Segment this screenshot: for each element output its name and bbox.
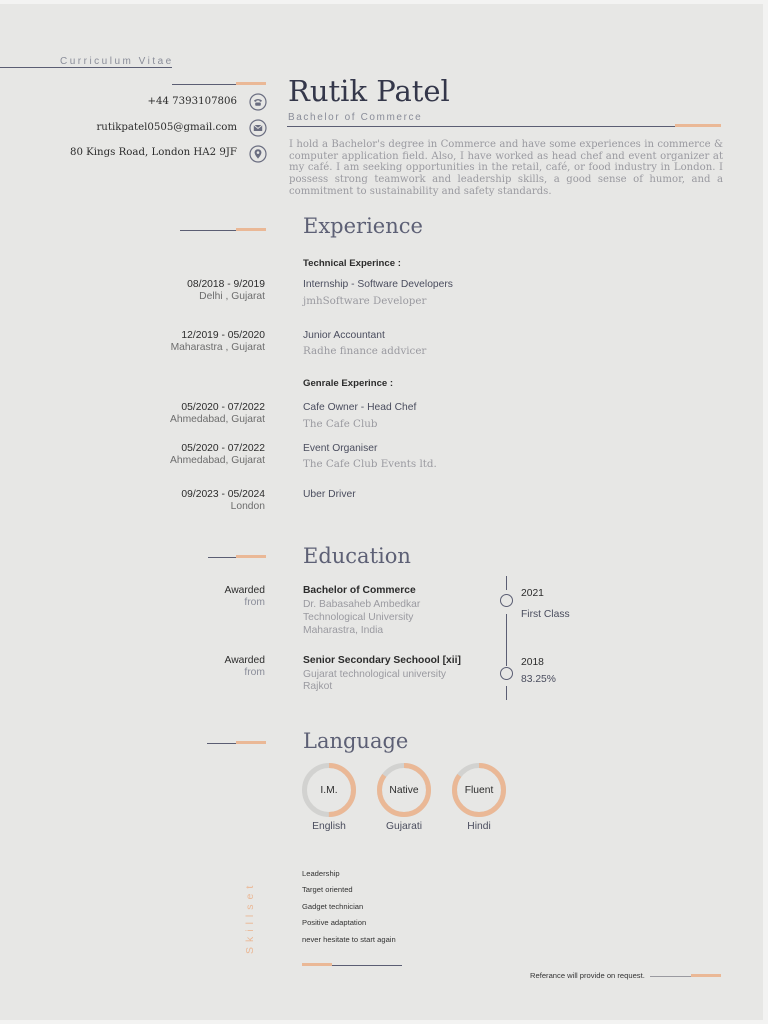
experience-org: The Cafe Club Events ltd. [303, 458, 437, 470]
experience-place: London [230, 501, 265, 512]
experience-role: Cafe Owner - Head Chef [303, 402, 417, 413]
skills-divider-line [332, 965, 402, 966]
education-institution: Gujarat technological university [303, 669, 447, 680]
language-ring [377, 763, 431, 817]
candidate-degree: Bachelor of Commerce [288, 112, 423, 123]
language-name: English [312, 821, 346, 832]
education-title: Education [303, 544, 411, 568]
education-result: First Class [521, 609, 570, 620]
contact-email[interactable]: rutikpatel0505@gmail.com [96, 122, 237, 133]
footer-divider-line [650, 976, 691, 977]
skill-item: never hesitate to start again [302, 935, 396, 944]
experience-role: Event Organiser [303, 443, 378, 454]
experience-org: The Cafe Club [303, 418, 378, 430]
location-pin-icon [249, 145, 267, 163]
language-ring [452, 763, 506, 817]
experience-role: Junior Accountant [303, 330, 385, 341]
education-awarded-label: Awarded [224, 585, 265, 596]
contact-divider-accent [236, 82, 266, 85]
skill-item: Gadget technician [302, 902, 364, 911]
footer-divider-accent [691, 974, 721, 977]
experience-title: Experience [303, 214, 423, 238]
experience-dates: 09/2023 - 05/2024 [181, 489, 265, 500]
experience-place: Delhi , Gujarat [199, 291, 265, 302]
experience-divider-accent [236, 228, 266, 231]
education-institution: Dr. Babasaheb Ambedkar Technological University [303, 599, 421, 623]
envelope-icon [249, 119, 267, 137]
skill-item: Target oriented [302, 885, 353, 894]
education-year: 2018 [521, 657, 544, 668]
skill-item: Leadership [302, 869, 340, 878]
contact-phone[interactable]: +44 7393107806 [147, 96, 237, 107]
language-level: Fluent [464, 784, 494, 796]
education-degree: Bachelor of Commerce [303, 585, 416, 596]
header-divider-accent [675, 124, 721, 127]
technical-experience-heading: Technical Experince : [303, 258, 401, 269]
phone-icon [249, 93, 267, 111]
experience-place: Ahmedabad, Gujarat [169, 414, 265, 425]
experience-org: Radhe finance addvicer [303, 345, 427, 357]
experience-place: Ahmedabad, Gujarat [169, 455, 265, 466]
language-level: I.M. [320, 784, 338, 796]
skill-item: Positive adaptation [302, 918, 367, 927]
education-result: 83.25% [521, 674, 556, 685]
education-location: Rajkot [303, 681, 333, 692]
language-level: Native [389, 784, 419, 796]
education-from-label: from [244, 597, 265, 608]
experience-role: Uber Driver [303, 489, 356, 500]
language-title: Language [303, 729, 409, 753]
education-divider-line [208, 557, 236, 558]
education-from-label: from [244, 667, 265, 678]
education-divider-accent [236, 555, 266, 558]
experience-org: jmhSoftware Developer [303, 295, 427, 307]
candidate-name: Rutik Patel [288, 74, 450, 108]
experience-dates: 05/2020 - 07/2022 [181, 443, 265, 454]
contact-address: 80 Kings Road, London HA2 9JF [69, 147, 237, 158]
language-name: Gujarati [385, 821, 423, 832]
general-experience-heading: Genrale Experince : [303, 378, 394, 389]
experience-divider-line [180, 230, 236, 231]
header-divider-line [287, 126, 675, 127]
education-awarded-label: Awarded [224, 655, 265, 666]
candidate-bio: I hold a Bachelor's degree in Commerce and have some experiences in commerce & computer application field. Also, I have worked as head chef and event organizer at my café. I am seeking opportunities in the retail, café, or food industry in London. I possess strong teamwork and leadership skills, a good sense of humor, and a commitment to sustainability and safety standards. [289, 139, 723, 197]
skills-divider-accent [302, 963, 332, 966]
language-ring [302, 763, 356, 817]
resume-page [0, 4, 763, 1020]
language-name: Hindi [467, 821, 491, 832]
contact-divider-line [172, 84, 236, 85]
education-location: Maharastra, India [303, 625, 384, 636]
language-divider-line [207, 743, 236, 744]
experience-dates: 05/2020 - 07/2022 [181, 402, 265, 413]
cv-label-underline [0, 67, 172, 68]
education-degree: Senior Secondary Sechoool [xii] [303, 655, 461, 666]
skillset-label: Skillset [244, 880, 256, 954]
experience-dates: 12/2019 - 05/2020 [181, 330, 265, 341]
experience-place: Maharastra , Gujarat [170, 342, 265, 353]
education-year: 2021 [521, 588, 544, 599]
footer-note: Referance will provide on request. [530, 971, 645, 980]
language-divider-accent [236, 741, 266, 744]
experience-role: Internship - Software Developers [303, 279, 453, 290]
experience-dates: 08/2018 - 9/2019 [187, 279, 265, 290]
cv-label: Curriculum Vitae [60, 56, 174, 67]
